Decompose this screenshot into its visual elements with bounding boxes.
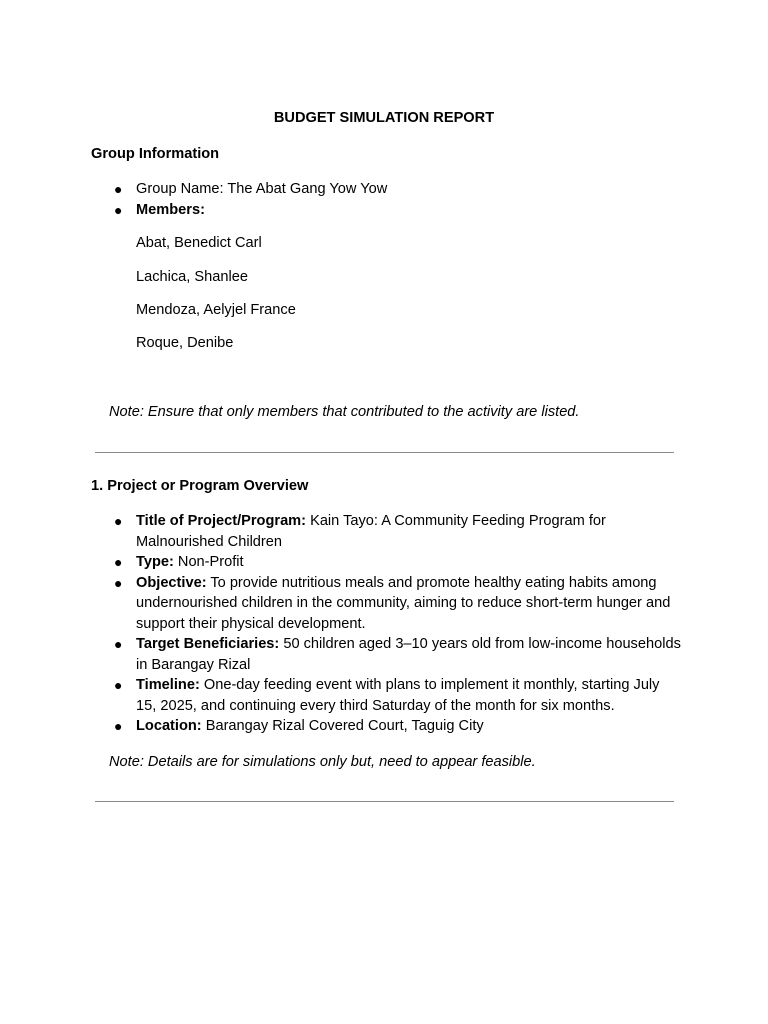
list-item-group-name bbox=[0, 179, 768, 200]
members-label: Members: bbox=[136, 201, 205, 218]
item-label: Target Beneficiaries: bbox=[136, 636, 280, 652]
report-title: BUDGET SIMULATION REPORT bbox=[273, 110, 495, 126]
item-label: Title of Project/Program: bbox=[136, 513, 307, 529]
list-item-timeline bbox=[0, 675, 768, 716]
item-text: 50 children aged 3–10 years old from low-income households in Barangay Rizal bbox=[136, 636, 681, 673]
project-overview-list bbox=[0, 511, 768, 737]
section-divider bbox=[95, 452, 674, 453]
bullet-icon: ● bbox=[114, 181, 123, 197]
list-item-location bbox=[0, 716, 768, 737]
item-label: Timeline: bbox=[136, 677, 200, 693]
item-label: Location: bbox=[136, 718, 202, 734]
bullet-icon: ● bbox=[114, 574, 123, 591]
member-name: Roque, Denibe bbox=[136, 335, 234, 351]
list-item-members bbox=[0, 200, 768, 221]
item-label: Type: bbox=[136, 554, 174, 570]
bullet-icon: ● bbox=[114, 636, 123, 652]
bullet-icon: ● bbox=[114, 677, 123, 693]
list-item-target-beneficiaries bbox=[0, 634, 768, 675]
member-name: Mendoza, Aelyjel France bbox=[136, 302, 296, 318]
group-information-heading: Group Information bbox=[91, 146, 220, 162]
bullet-icon: ● bbox=[114, 718, 123, 734]
project-overview-heading: 1. Project or Program Overview bbox=[91, 478, 309, 494]
item-label: Objective: bbox=[136, 574, 207, 591]
item-text: Kain Tayo: A Community Feeding Program for Malnourished Children bbox=[136, 513, 606, 550]
members-note: Note: Ensure that only members that contributed to the activity are listed. bbox=[109, 404, 580, 420]
bullet-icon: ● bbox=[114, 513, 123, 529]
member-name: Lachica, Shanlee bbox=[136, 269, 248, 285]
list-item-type bbox=[0, 552, 768, 573]
item-text: Barangay Rizal Covered Court, Taguig City bbox=[201, 718, 484, 734]
item-text: Non-Profit bbox=[173, 554, 244, 570]
group-name-text: Group Name: The Abat Gang Yow Yow bbox=[136, 181, 388, 197]
bullet-icon: ● bbox=[114, 554, 123, 570]
item-text: One-day feeding event with plans to implement it monthly, starting July 15, 2025, and continuing every third Saturday of the month for six months. bbox=[136, 677, 660, 714]
member-name: Abat, Benedict Carl bbox=[136, 235, 262, 251]
list-item-project-title bbox=[0, 511, 768, 552]
item-text: To provide nutritious meals and promote healthy eating habits among undernourished children in the community, aiming to reduce short-term hunger and support their physical development. bbox=[136, 574, 671, 632]
overview-note: Note: Details are for simulations only but, need to appear feasible. bbox=[109, 754, 536, 770]
list-item-objective bbox=[0, 573, 768, 635]
group-info-list bbox=[0, 179, 768, 220]
bullet-icon: ● bbox=[114, 201, 123, 218]
section-divider bbox=[95, 801, 674, 802]
